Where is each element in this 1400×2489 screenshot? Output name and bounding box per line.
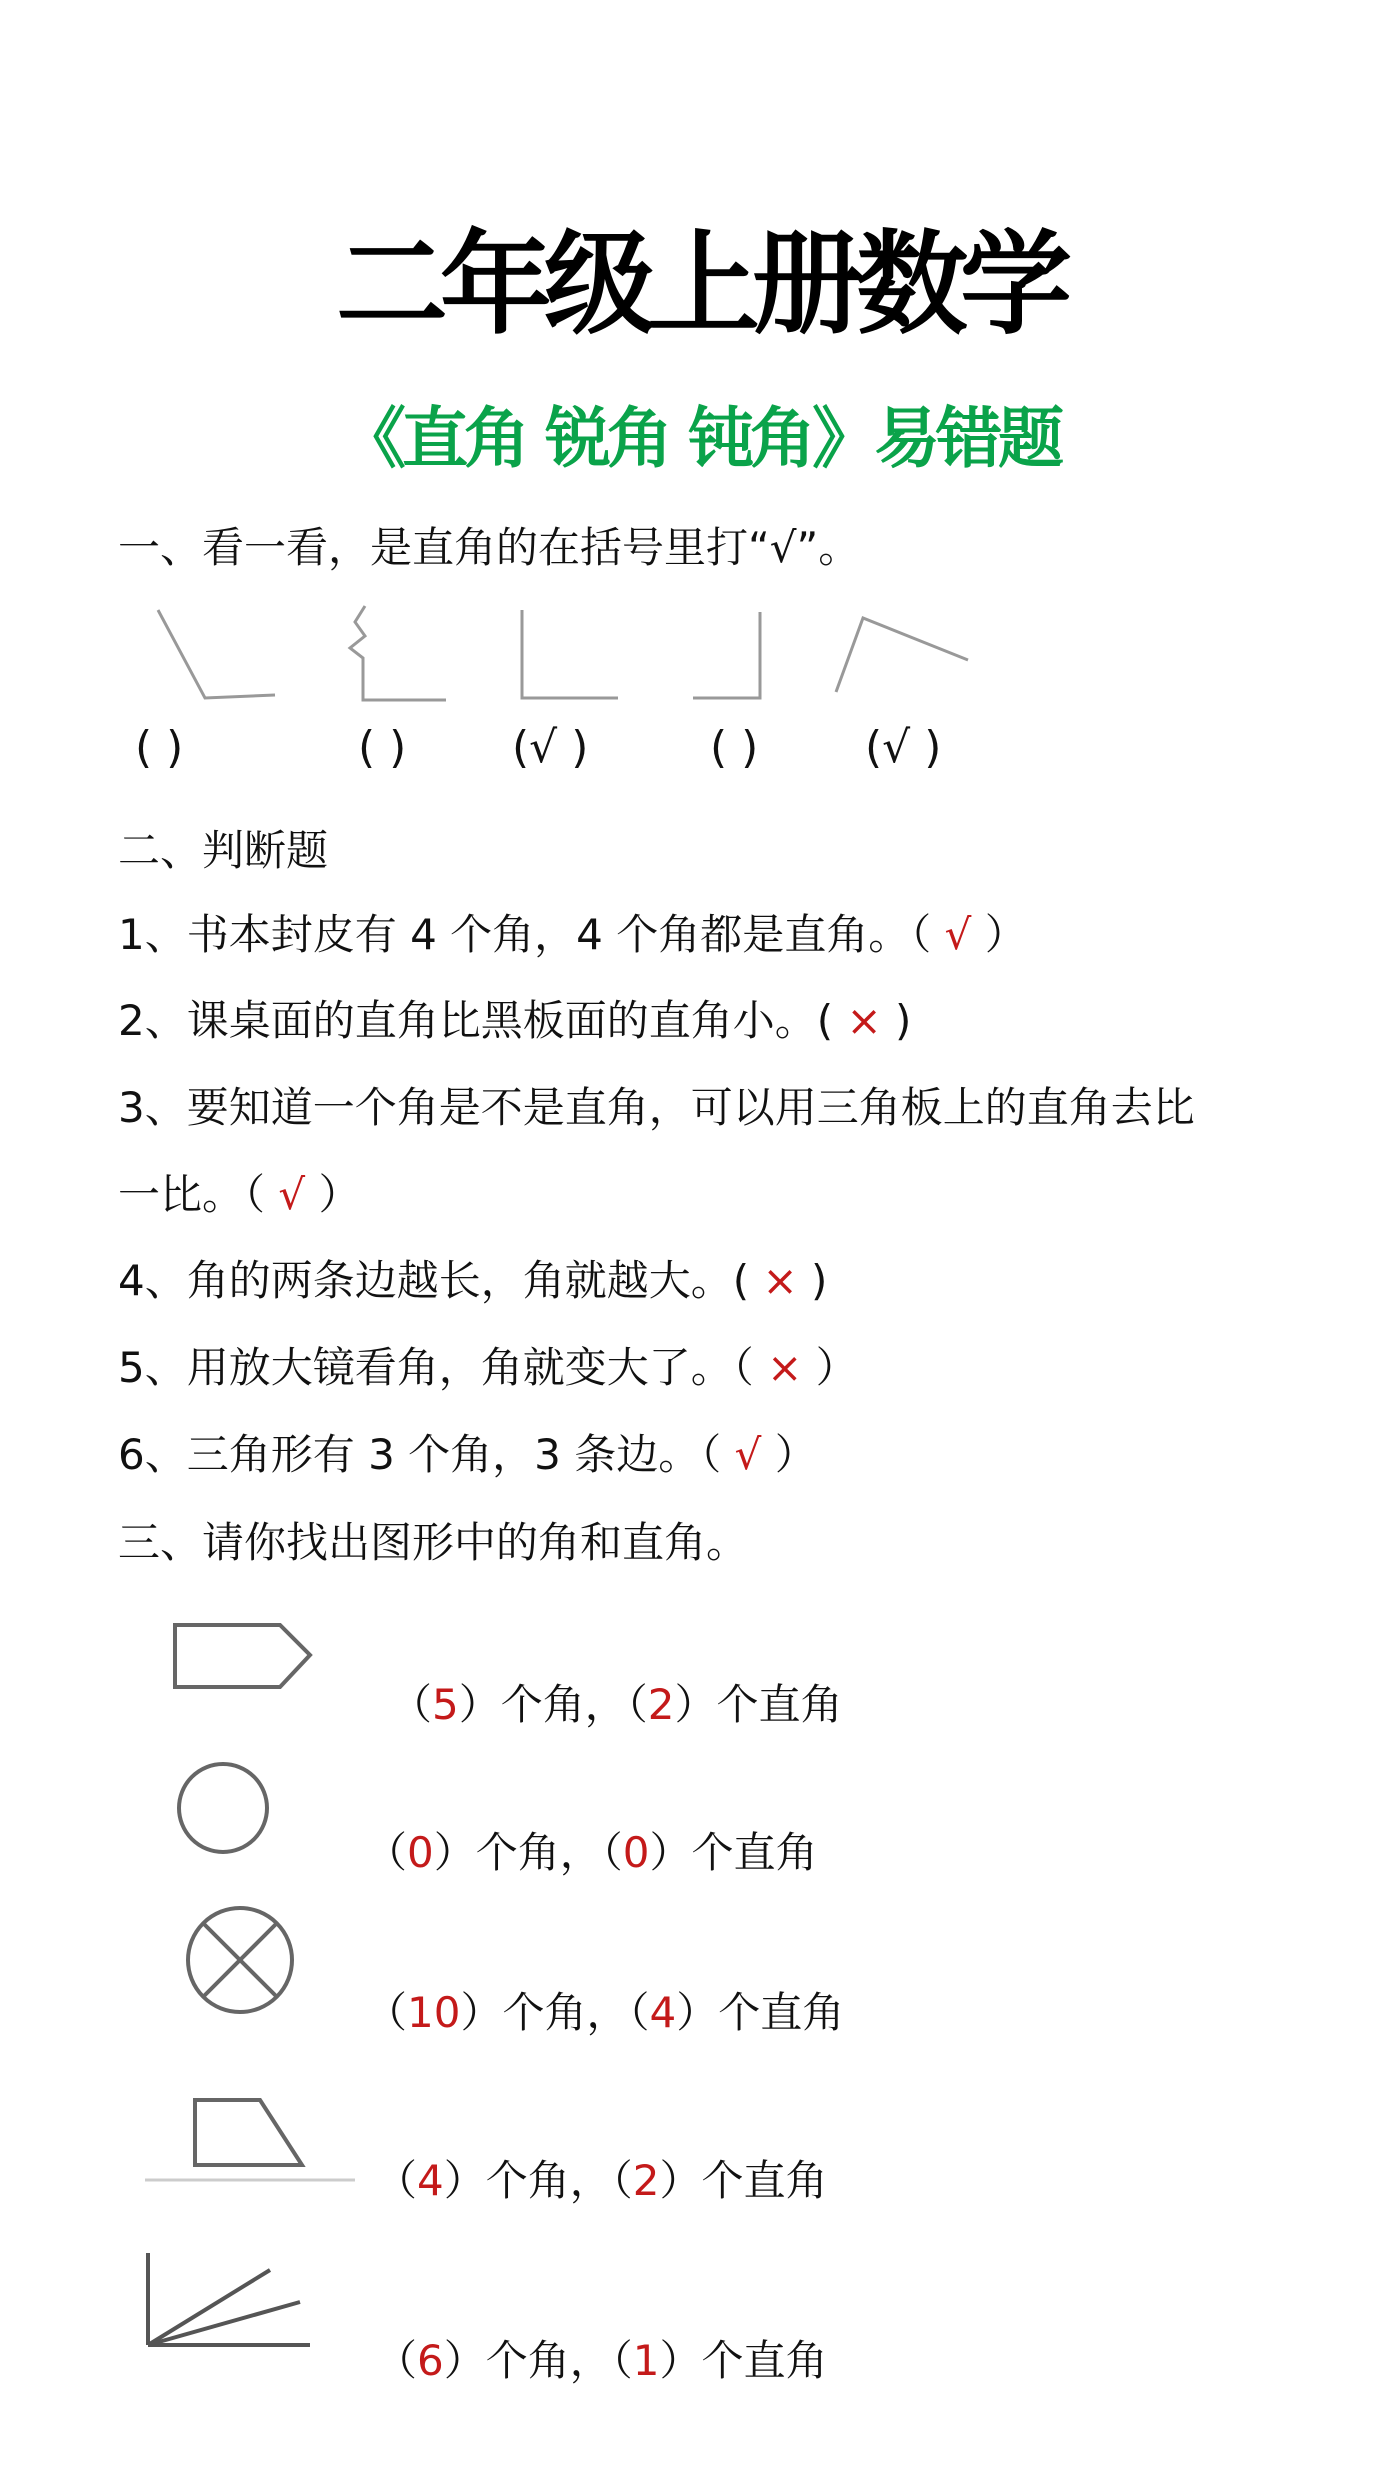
angle-figure-5	[836, 618, 968, 692]
section3-heading: 三、请你找出图形中的角和直角。	[118, 1518, 749, 1567]
count-row-3: （10）个角，（4）个直角	[365, 1988, 845, 2037]
trapezoid-shape	[140, 2090, 360, 2185]
angle-figure-3	[522, 610, 618, 698]
judgment-item-1: 1、书本封皮有 4 个角，4 个角都是直角。（ √ ）	[118, 910, 1027, 959]
page-subtitle: 《直角 锐角 钝角》易错题	[340, 400, 1060, 477]
pentagon-arrow-shape	[170, 1615, 320, 1700]
angle-figure-4	[693, 612, 760, 698]
circle-shape	[175, 1760, 275, 1860]
angle-figure-1	[158, 610, 275, 698]
answer-paren-5: (√ )	[865, 722, 942, 773]
section2-heading: 二、判断题	[118, 826, 329, 875]
count-row-1: （5）个角，（2）个直角	[390, 1680, 843, 1729]
judgment-answer-4: ×	[762, 1256, 798, 1305]
count-row-5: （6）个角，（1）个直角	[375, 2336, 828, 2385]
circle-with-cross-shape	[185, 1905, 300, 2020]
judgment-item-4: 4、角的两条边越长，角就越大。( × )	[118, 1256, 828, 1305]
answer-paren-4: ( )	[710, 722, 759, 773]
rays-angle-shape	[140, 2245, 320, 2360]
count-row-4: （4）个角，（2）个直角	[375, 2156, 828, 2205]
count-row-2: （0）个角，（0）个直角	[365, 1828, 818, 1877]
answer-paren-2: ( )	[358, 722, 407, 773]
page-title: 二年级上册数学	[336, 220, 1064, 350]
judgment-answer-3: √	[278, 1170, 306, 1219]
judgment-answer-1: √	[944, 910, 972, 959]
judgment-item-3: 3、要知道一个角是不是直角，可以用三角板上的直角去比	[118, 1083, 1195, 1132]
judgment-answer-6: √	[734, 1430, 762, 1479]
judgment-item-3-cont: 一比。（ √ ）	[118, 1170, 361, 1219]
answer-paren-3: (√ )	[512, 722, 589, 773]
judgment-answer-5: ×	[767, 1343, 803, 1392]
section1-heading: 一、看一看，是直角的在括号里打“√”。	[118, 523, 861, 572]
answer-paren-1: ( )	[135, 722, 184, 773]
judgment-item-6: 6、三角形有 3 个角，3 条边。（ √ ）	[118, 1430, 817, 1479]
judgment-item-5: 5、用放大镜看角，角就变大了。（ × ）	[118, 1343, 858, 1392]
angle-figures	[150, 600, 990, 710]
judgment-item-2: 2、课桌面的直角比黑板面的直角小。( × )	[118, 996, 912, 1045]
angle-figure-2	[350, 606, 446, 700]
judgment-answer-2: ×	[846, 996, 882, 1045]
